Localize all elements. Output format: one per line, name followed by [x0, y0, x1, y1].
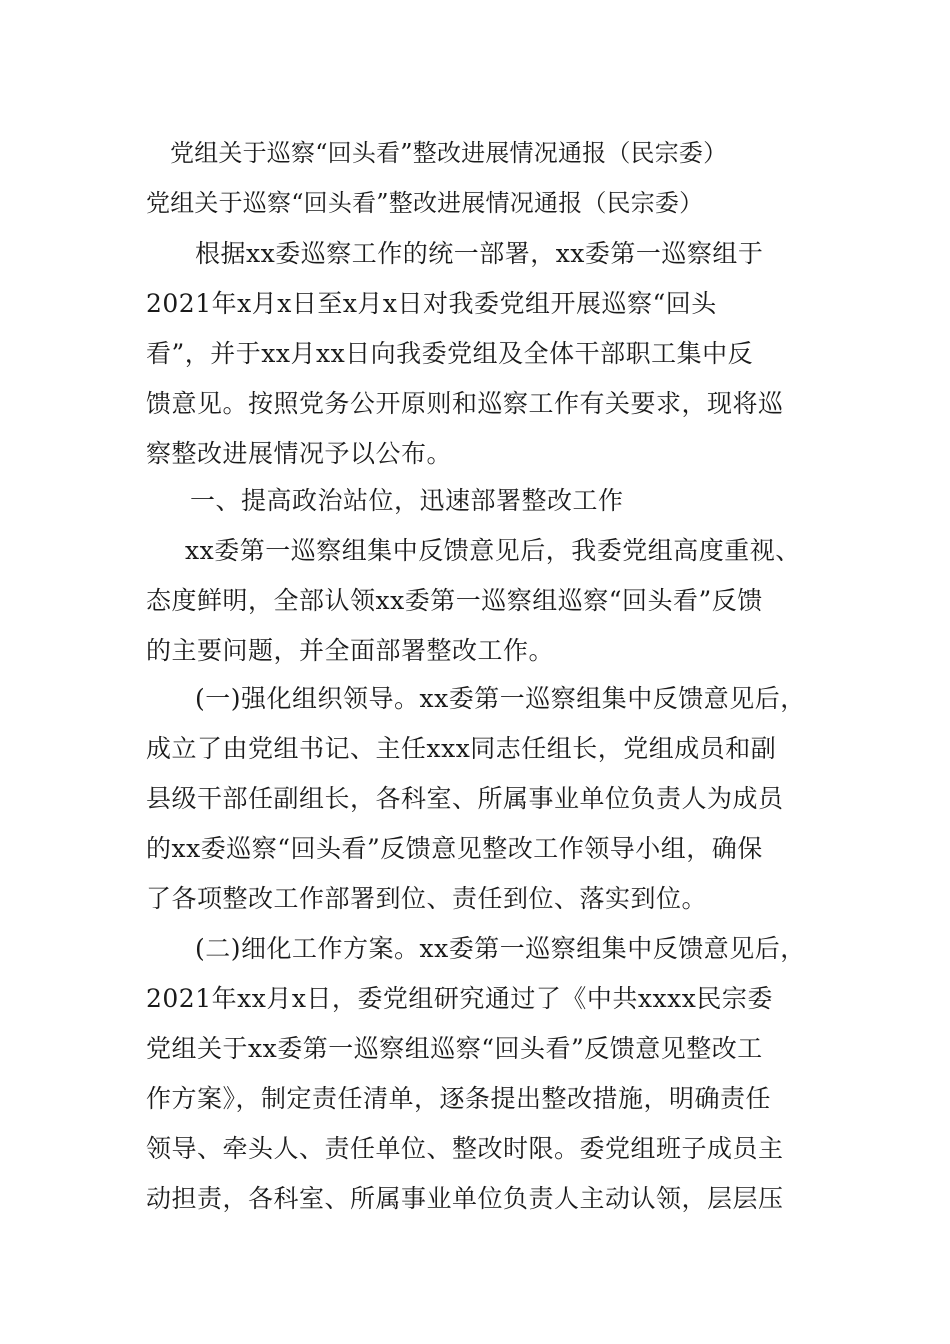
paragraph-4-line-4: 作方案》，制定责任清单，逐条提出整改措施，明确责任 — [146, 1084, 772, 1113]
section-heading-1: 一、提高政治站位，迅速部署整改工作 — [190, 486, 624, 515]
paragraph-4-line-6: 动担责，各科室、所属事业单位负责人主动认领，层层压 — [146, 1184, 784, 1213]
paragraph-2-line-2: 态度鲜明，全部认领xx委第一巡察组巡察“回头看”反馈 — [146, 586, 763, 615]
paragraph-3-line-2: 成立了由党组书记、主任xxx同志任组长，党组成员和副 — [146, 734, 777, 763]
paragraph-1-line-5: 察整改进展情况予以公布。 — [146, 439, 453, 468]
paragraph-3-line-1: (一)强化组织领导。xx委第一巡察组集中反馈意见后， — [195, 684, 806, 713]
paragraph-3-line-3: 县级干部任副组长，各科室、所属事业单位负责人为成员 — [146, 784, 784, 813]
paragraph-4-line-1: (二)细化工作方案。xx委第一巡察组集中反馈意见后， — [195, 934, 806, 963]
paragraph-2-line-1: xx委第一巡察组集中反馈意见后，我委党组高度重视、 — [185, 536, 801, 565]
paragraph-1-line-4: 馈意见。按照党务公开原则和巡察工作有关要求，现将巡 — [146, 389, 784, 418]
paragraph-4-line-3: 党组关于xx委第一巡察组巡察“回头看”反馈意见整改工 — [146, 1034, 763, 1063]
paragraph-1-line-3: 看”，并于xx月xx日向我委党组及全体干部职工集中反 — [146, 339, 754, 368]
paragraph-3-line-5: 了各项整改工作部署到位、责任到位、落实到位。 — [146, 884, 708, 913]
paragraph-1-line-1: 根据xx委巡察工作的统一部署，xx委第一巡察组于 — [195, 239, 764, 268]
paragraph-4-line-5: 领导、牵头人、责任单位、整改时限。委党组班子成员主 — [146, 1134, 784, 1163]
paragraph-3-line-4: 的xx委巡察“回头看”反馈意见整改工作领导小组，确保 — [146, 834, 763, 863]
paragraph-2-line-3: 的主要问题，并全面部署整改工作。 — [146, 636, 555, 665]
paragraph-4-line-2: 2021年xx月x日，委党组研究通过了《中共xxxx民宗委 — [146, 984, 773, 1013]
document-title-repeat: 党组关于巡察“回头看”整改进展情况通报（民宗委） — [146, 189, 704, 217]
document-title: 党组关于巡察“回头看”整改进展情况通报（民宗委） — [170, 139, 728, 167]
paragraph-1-line-2: 2021年x月x日至x月x日对我委党组开展巡察“回头 — [146, 289, 717, 318]
